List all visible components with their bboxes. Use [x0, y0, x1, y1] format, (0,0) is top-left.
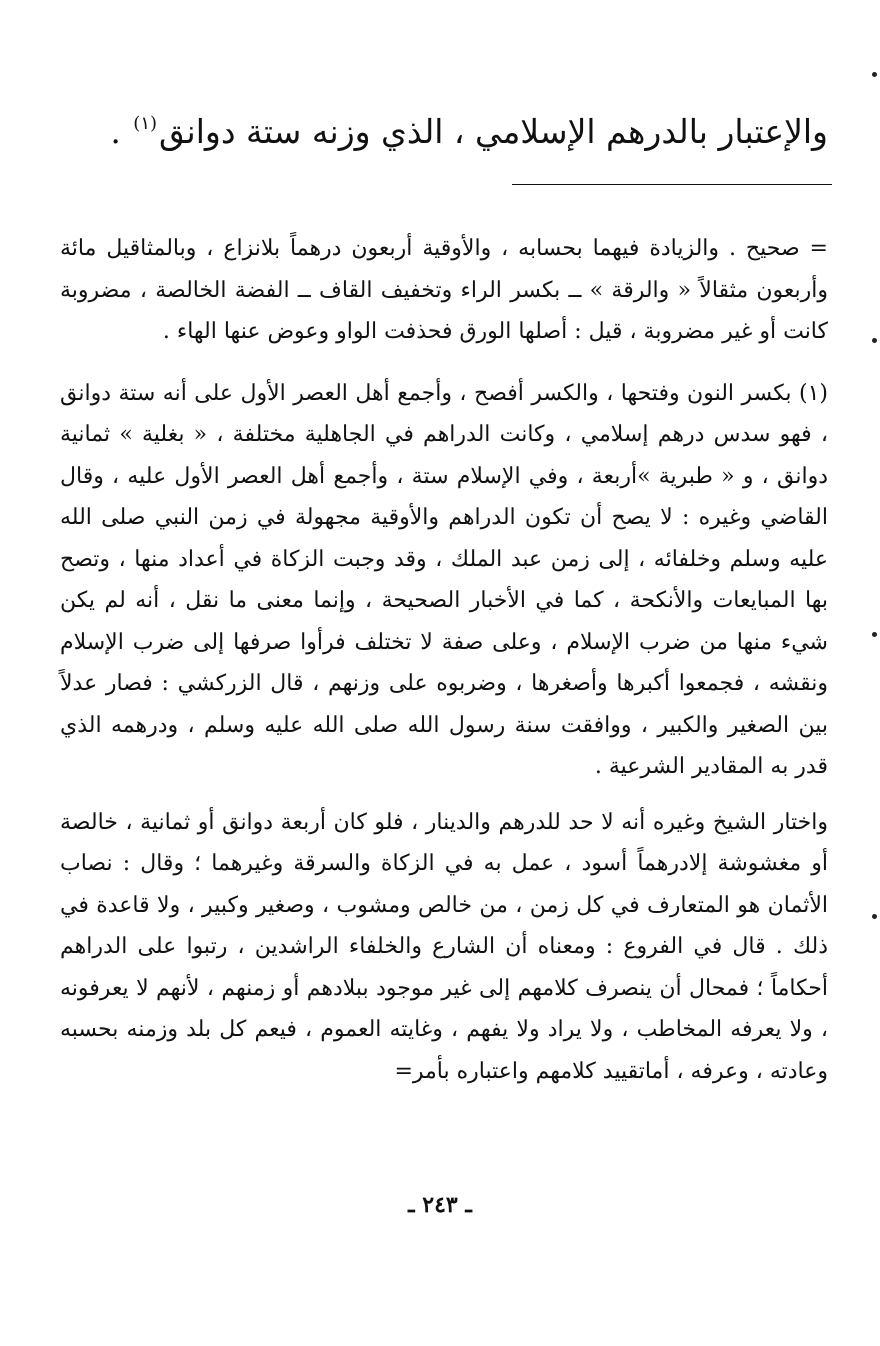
footnotes-section: [60, 228, 828, 1092]
footnote-1: (١) بكسر النون وفتحها ، والكسر أفصح ، وأجمع أهل العصر الأول على أنه ستة دوانق ، فهو سدس درهم إسلامي ، وكانت الدراهم في الجاهلية مختلفة ، « بغلية » ثمانية دوانق ، و « طبرية »أربعة ، وفي الإسلام ستة ، وأجمع أهل العصر الأول عليه ، وقال القاضي وغيره : لا يصح أن تكون الدراهم والأوقية مجهولة في زمن النبي صلى الله عليه وسلم وخلفائه ، إلى زمن عبد الملك ، وقد وجبت الزكاة في أعداد منها ، وتصح بها المبايعات والأنكحة ، كما في الأخبار الصحيحة ، وإنما معنى ما نقل ، أنه لم يكن شيء منها من ضرب الإسلام ، وعلى صفة لا تختلف فرأوا صرفها إلى ضرب الإسلام ونقشه ، فجمعوا أكبرها وأصغرها ، وضربوه على وزنهم ، قال الزركشي : فصار عدلاً بين الصغير والكبير ، ووافقت سنة رسول الله صلى الله عليه وسلم ، ودرهمه الذي قدر به المقادير الشرعية .: [60, 380, 828, 779]
footnote-separator: [512, 184, 832, 185]
edge-mark: [872, 914, 877, 919]
page-number: ـ ٢٤٣ ـ: [408, 1192, 472, 1218]
edge-mark: [872, 72, 877, 77]
edge-mark: [872, 632, 877, 637]
footnote-reference: (١): [133, 113, 158, 134]
main-text-end: .: [110, 112, 132, 151]
footnote-continuation: = صحيح . والزيادة فيهما بحسابه ، والأوقية أربعون درهماً بلانزاع ، وبالمثاقيل مائة وأربعون مثقالاً « والرقة » ــ بكسر الراء وتخفيف القاف ــ الفضة الخالصة ، مضروبة كانت أو غير مضروبة ، قيل : أصلها الورق فحذفت الواو وعوض عنها الهاء .: [60, 236, 828, 344]
footnote-1-continued: واختار الشيخ وغيره أنه لا حد للدرهم والدينار ، فلو كان أربعة دوانق أو ثمانية ، خالصة أو مغشوشة إلادرهماً أسود ، عمل به في الزكاة والسرقة وغيرهما ؛ وقال : نصاب الأثمان هو المتعارف في كل زمن ، من خالص ومشوب ، وصغير وكبير ، ولا قاعدة في ذلك . قال في الفروع : ومعناه أن الشارع والخلفاء الراشدين ، رتبوا على الدراهم أحكاماً ؛ فمحال أن ينصرف كلامهم إلى غير موجود ببلادهم أو زمنهم ، لأنهم لا يعرفونه ، ولا يعرفه المخاطب ، ولا يراد ولا يفهم ، وغايته العموم ، فيعم كل بلد وزمنه بحسبه وعادته ، وعرفه ، أماتقييد كلامهم واعتباره بأمر=: [60, 809, 828, 1084]
main-text: والإعتبار بالدرهم الإسلامي ، الذي وزنه ستة دوانق: [159, 112, 828, 151]
main-text-line: [52, 96, 828, 160]
edge-mark: [872, 338, 877, 343]
